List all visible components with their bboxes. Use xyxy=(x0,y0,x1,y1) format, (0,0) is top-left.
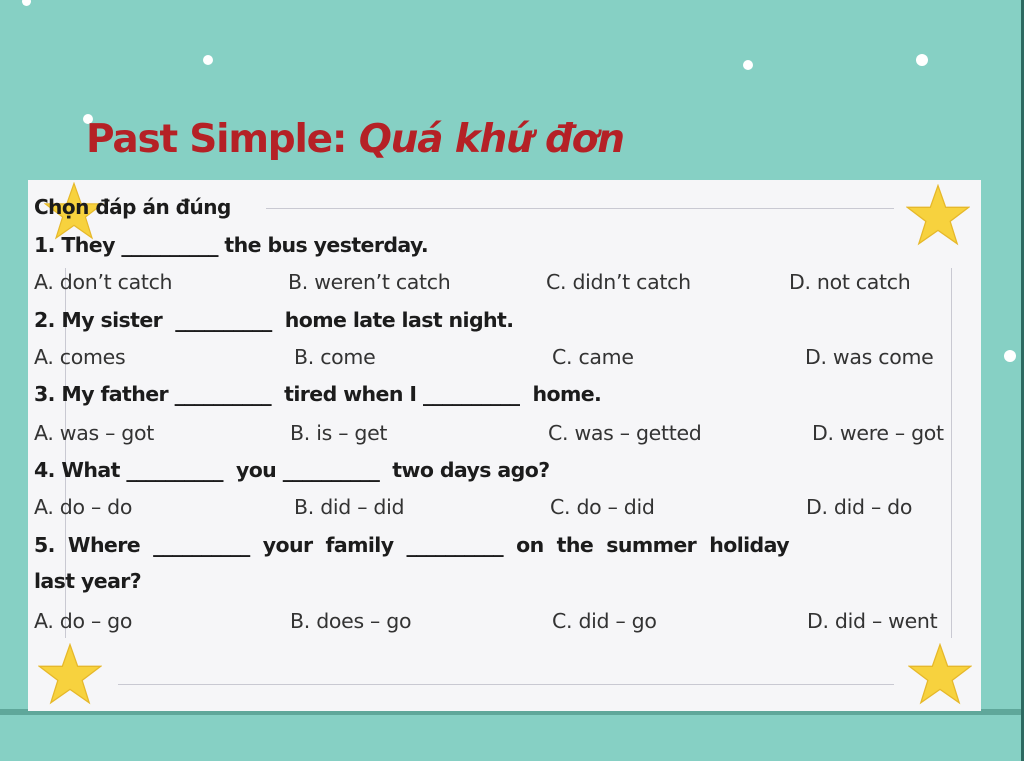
title-english: Past Simple: xyxy=(86,117,359,162)
sparkle-dot xyxy=(743,60,753,70)
title-vietnamese: Quá khứ đơn xyxy=(358,117,624,162)
question-5-option-a: A. do – go xyxy=(34,609,133,633)
question-4-option-a: A. do – do xyxy=(34,495,133,519)
sparkle-dot xyxy=(22,0,31,6)
bottom-rule xyxy=(118,684,894,685)
question-5-option-c: C. did – go xyxy=(552,609,657,633)
question-2-prompt: 2. My sister __________ home late last night. xyxy=(34,308,514,332)
question-1-option-d: D. not catch xyxy=(789,270,911,294)
question-1-option-b: B. weren’t catch xyxy=(288,270,451,294)
question-1-option-c: C. didn’t catch xyxy=(546,270,691,294)
question-2-option-b: B. come xyxy=(294,345,376,369)
star-icon xyxy=(906,184,970,246)
worksheet-heading: Chọn đáp án đúng xyxy=(34,195,231,219)
question-2-option-d: D. was come xyxy=(805,345,934,369)
question-4-option-d: D. did – do xyxy=(806,495,913,519)
question-3-option-d: D. were – got xyxy=(812,421,944,445)
star-icon xyxy=(38,643,102,705)
page-title xyxy=(86,112,624,168)
question-1-option-a: A. don’t catch xyxy=(34,270,173,294)
star-icon xyxy=(908,643,972,705)
question-1-prompt: 1. They __________ the bus yesterday. xyxy=(34,233,429,257)
question-3-option-c: C. was – getted xyxy=(548,421,702,445)
sparkle-dot xyxy=(916,54,928,66)
question-4-option-c: C. do – did xyxy=(550,495,655,519)
question-4-option-b: B. did – did xyxy=(294,495,405,519)
question-5-option-d: D. did – went xyxy=(807,609,938,633)
question-2-option-a: A. comes xyxy=(34,345,126,369)
question-3-prompt: 3. My father __________ tired when I __________ home. xyxy=(34,382,602,406)
sparkle-dot xyxy=(203,55,213,65)
sparkle-dot xyxy=(1004,350,1016,362)
question-2-option-c: C. came xyxy=(552,345,634,369)
question-3-option-a: A. was – got xyxy=(34,421,154,445)
question-5-prompt-continued: last year? xyxy=(34,569,142,593)
top-rule xyxy=(266,208,894,209)
question-5-prompt: 5. Where __________ your family __________ on the summer holiday xyxy=(34,533,789,557)
question-3-option-b: B. is – get xyxy=(290,421,388,445)
question-4-prompt: 4. What __________ you __________ two days ago? xyxy=(34,458,550,482)
question-5-option-b: B. does – go xyxy=(290,609,412,633)
right-margin-line xyxy=(951,268,952,638)
